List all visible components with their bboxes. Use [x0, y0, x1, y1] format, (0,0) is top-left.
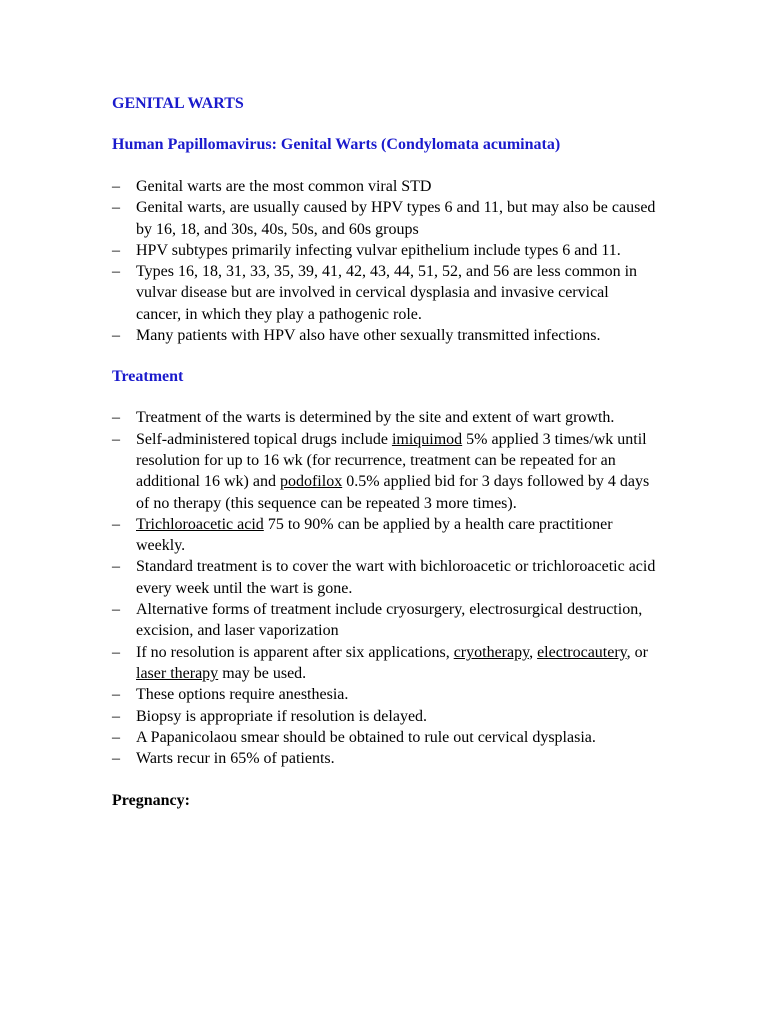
dash-bullet: –	[112, 327, 120, 345]
list-item	[112, 197, 656, 240]
list-item	[112, 706, 656, 727]
list-item	[112, 727, 656, 748]
list-item-text: These options require anesthesia.	[136, 686, 349, 704]
dash-bullet: –	[112, 178, 120, 195]
list-item-text: HPV subtypes primarily infecting vulvar epithelium include types 6 and 11.	[136, 241, 621, 259]
list-item-text-a: If no resolution is apparent after six applications,	[136, 643, 454, 661]
dash-bullet: –	[112, 750, 120, 768]
dash-bullet: –	[112, 601, 120, 619]
list-item-text: 75 to 90% can be applied by a health care practitioner weekly.	[136, 515, 613, 555]
dash-bullet: –	[112, 707, 120, 725]
imiquimod-link[interactable]: imiquimod	[391, 430, 463, 448]
list-item	[112, 429, 656, 514]
dash-bullet: –	[112, 263, 120, 281]
dash-bullet: –	[112, 199, 120, 217]
document-title: GENITAL WARTS	[112, 95, 244, 112]
section-heading-hpv: Human Papillomavirus: Genital Warts (Condylomata acuminata)	[112, 136, 561, 153]
list-item-text: Warts recur in 65% of patients.	[136, 750, 335, 768]
list-item-text: Standard treatment is to cover the wart with bichloroacetic or trichloroacetic acid every week until the wart is gone.	[136, 558, 656, 597]
list-item	[112, 514, 656, 557]
dash-bullet: –	[112, 558, 120, 576]
list-item	[112, 642, 656, 685]
dash-bullet: –	[112, 643, 120, 661]
list-item-text-b: 5% applied 3 times/wk until resolution for up to 16 wk (for recurrence, treatment can be repeated for an additional 16 wk) and	[136, 430, 647, 491]
intro-list	[112, 176, 708, 346]
list-item-text: Biopsy is appropriate if resolution is delayed.	[136, 707, 428, 725]
dash-bullet: –	[112, 515, 120, 533]
list-item-text: Treatment of the warts is determined by the site and extent of wart growth.	[136, 409, 615, 427]
list-item-text-a: Self-administered topical drugs include	[136, 430, 392, 448]
dash-bullet: –	[112, 728, 120, 746]
dash-bullet: –	[112, 241, 120, 259]
dash-bullet: –	[112, 409, 120, 427]
list-item-text: Genital warts, are usually caused by HPV types 6 and 11, but may also be caused by 16, 18, and 30s, 40s, 50s, and 60s groups	[136, 199, 656, 238]
list-item	[112, 407, 656, 428]
laser-therapy-link[interactable]: laser therapy	[136, 664, 219, 682]
list-item-text: Alternative forms of treatment include cryosurgery, electrosurgical destruction, excision, and laser vaporization	[136, 601, 643, 640]
list-item-text-d: may be used.	[218, 664, 307, 682]
list-item	[112, 261, 656, 325]
list-item	[112, 240, 656, 261]
list-item-text-c: 0.5% applied bid for 3 days followed by 4 days of no therapy (this sequence can be repeated 3 more times).	[136, 473, 650, 512]
list-item	[112, 176, 656, 197]
list-item	[112, 748, 656, 769]
trichloroacetic-acid-link[interactable]: Trichloroacetic acid	[136, 515, 264, 533]
list-item-text: A Papanicolaou smear should be obtained to rule out cervical dysplasia.	[136, 728, 596, 746]
list-item-text-b: ,	[529, 643, 538, 661]
cryotherapy-link[interactable]: cryotherapy	[453, 643, 530, 661]
list-item-text: Genital warts are the most common viral STD	[136, 178, 432, 195]
list-item	[112, 684, 656, 705]
list-item-text: Types 16, 18, 31, 33, 35, 39, 41, 42, 43, 44, 51, 52, and 56 are less common in vulvar disease but are involved in cervical dysplasia and invasive cervical cancer, in which they play a pathogenic role.	[136, 263, 638, 323]
list-item	[112, 556, 656, 599]
dash-bullet: –	[112, 686, 120, 704]
list-item	[112, 325, 656, 346]
treatment-list	[112, 407, 708, 769]
dash-bullet: –	[112, 430, 120, 448]
list-item-text: Many patients with HPV also have other sexually transmitted infections.	[136, 327, 601, 345]
electrocautery-link[interactable]: electrocautery	[537, 643, 627, 661]
list-item	[112, 599, 656, 642]
section-heading-treatment: Treatment	[112, 368, 184, 386]
section-heading-pregnancy: Pregnancy:	[112, 792, 190, 810]
podofilox-link[interactable]: podofilox	[279, 473, 343, 491]
list-item-text-c: , or	[626, 643, 648, 661]
